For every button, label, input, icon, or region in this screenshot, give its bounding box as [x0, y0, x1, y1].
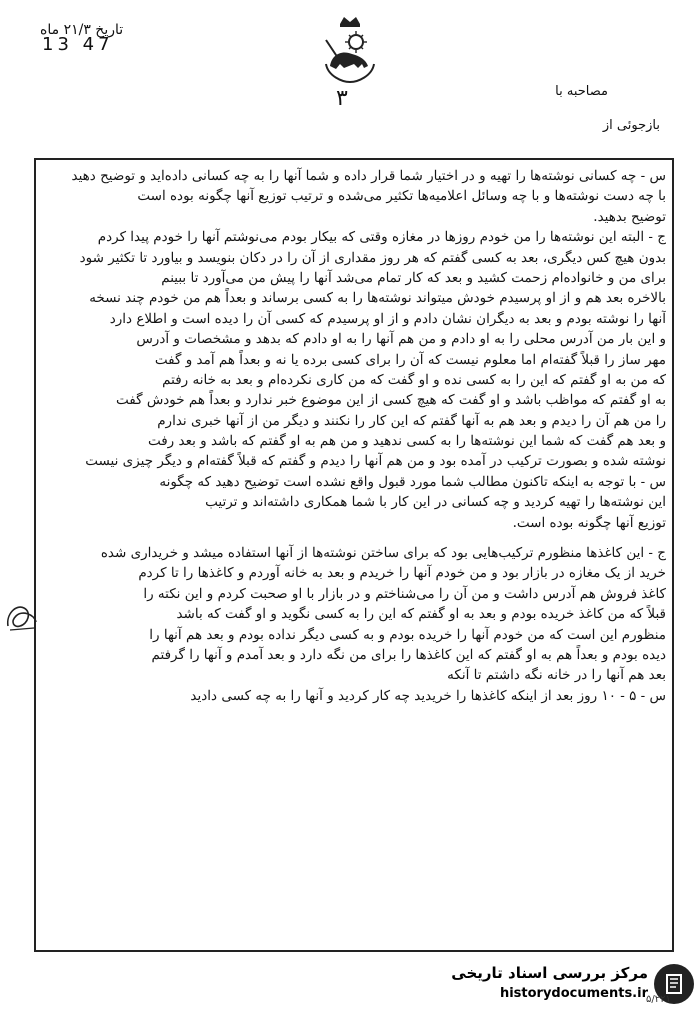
text-line: س - ۵ - ۱۰ روز بعد از اینکه کاغذها را خریدید چه کار کردید و آنها را به چه کسی دادید	[190, 687, 666, 704]
text-line: قبلاً که من کاغذ خریده بودم و بعد به او گفتم که این را به کسی نگوید و او گفت که باشد	[176, 606, 666, 623]
text-line: این نوشته‌ها را تهیه کردید و چه کسانی در این کار با شما همکاری داشته‌اند و ترتیب	[205, 494, 666, 511]
text-line: را من هم آن را دیدم و بعد هم به آنها گفتم که این کار را نکنند و دیگر من از آنها خبری ندارم	[157, 412, 666, 429]
text-line: بعد هم آنها را در خانه نگه داشتم تا آنکه	[447, 667, 666, 684]
text-line: که من به او گفتم که این را به کسی نده و او گفت که من کاری نکرده‌ام و بعد به خانه رفتم	[162, 371, 666, 388]
date-field: تاریخ ۲۱/۳ ماه	[40, 22, 124, 38]
text-line: و این بار من آدرس محلی را به او دادم و من هم آنها را به او دادم که بدهد و مشخصات و آدرس	[136, 331, 666, 348]
text-line: منظورم این است که من خودم آنها را خریده بودم و به کسی دیگر نداده بودم و بعد هم آنها را	[149, 626, 666, 643]
text-line: آنها را نوشته بودم و بعد به دیگران نشان دادم و از او پرسیدم که کسی آن را دیده است و اطلاع دارد	[109, 310, 666, 327]
text-line: با چه دست نوشته‌ها و با چه وسائل اعلامیه‌ها تکثیر می‌شده و ترتیب توزیع آنها چگونه بوده است	[137, 188, 666, 205]
watermark-title: مرکز بررسی اسناد تاریخی	[451, 964, 648, 982]
interview-label: مصاحبه با	[555, 84, 608, 99]
text-line: توضیح بدهید.	[593, 208, 666, 225]
interrogation-label: بازجوئی از	[602, 118, 660, 133]
text-line: بالاخره بعد هم و از او پرسیدم خودش میتواند نوشته‌ها را به کسی برساند و بعداً هم من خودم چند نسخه	[89, 290, 666, 307]
text-line: خرید از یک مغازه در بازار بود و من خودم آنها را خریدم و بعد به خانه آوردم و کاغذها را تا کردم	[138, 565, 666, 582]
handwritten-text-body	[44, 166, 666, 706]
page-number: ۳	[336, 86, 348, 111]
text-line: و بعد هم گفت که شما این نوشته‌ها را به کسی ندهید و من هم به او گفتم که باشد و بعد رفت	[147, 433, 666, 450]
margin-signature-mark	[4, 596, 38, 636]
text-line: س - چه کسانی نوشته‌ها را تهیه و در اختیار شما قرار داده و شما آنها را به چه کسانی داده‌اید و توضیح دهید	[71, 168, 666, 184]
text-line: کاغذ فروش هم آدرس داشت و من آن را می‌شناختم و در بازار با او صحبت کردم و این نکته را	[143, 585, 666, 602]
text-line: برای من و خانواده‌ام زحمت کشید و بعد که کار تمام می‌شد آنها را پیش من می‌آورد تا ببینم	[161, 269, 666, 286]
text-line: بدون هیچ کس دیگری، بعد به کسی گفتم که هر روز مقداری از آن را در دکان بنویسد و بیاورد تا تکثیر شود	[79, 249, 666, 266]
text-line	[44, 533, 666, 543]
year-field: 13 47	[42, 34, 114, 55]
text-line: مهر ساز را قبلاً گفته‌ام اما معلوم نیست که آن را برای کسی برده یا نه و بعداً هم آمد و گفت	[154, 351, 666, 368]
text-line: س - با توجه به اینکه تاکنون مطالب شما مورد قبول واقع نشده است توضیح دهید که چگونه	[159, 473, 666, 490]
text-line: ج - این کاغذها منظورم ترکیب‌هایی بود که برای ساختن نوشته‌ها از آنها استفاده میشد و خریداری شده	[100, 545, 666, 562]
lion-and-sun-emblem-icon	[318, 14, 382, 84]
text-line: به او گفتم که مواظب باشد و او گفت که هیچ کسی از این موضوع خبر ندارد و بعداً هم خودش گفت	[116, 392, 666, 409]
watermark-url: historydocuments.ir	[499, 986, 648, 1001]
text-line: توزیع آنها چگونه بوده است.	[512, 514, 666, 531]
text-line: دیده بودم و بعداً هم به او گفتم که این کاغذها را برای من نگه دارد و بعد آمدم و آنها را گرفتم	[151, 646, 666, 663]
document-code: ۵/۲۲۱	[646, 994, 671, 1005]
text-line: نوشته شده و بصورت ترکیب در آمده بود و من هم آنها را دیدم و گفتم که قبلاً گفته‌ام و دیگر چیزی نیست	[85, 453, 666, 470]
text-line: ج - البته این نوشته‌ها را من خودم روزها در مغازه وقتی که بیکار بودم می‌نوشتم آنها را خودم پیدا کردم	[97, 229, 666, 246]
